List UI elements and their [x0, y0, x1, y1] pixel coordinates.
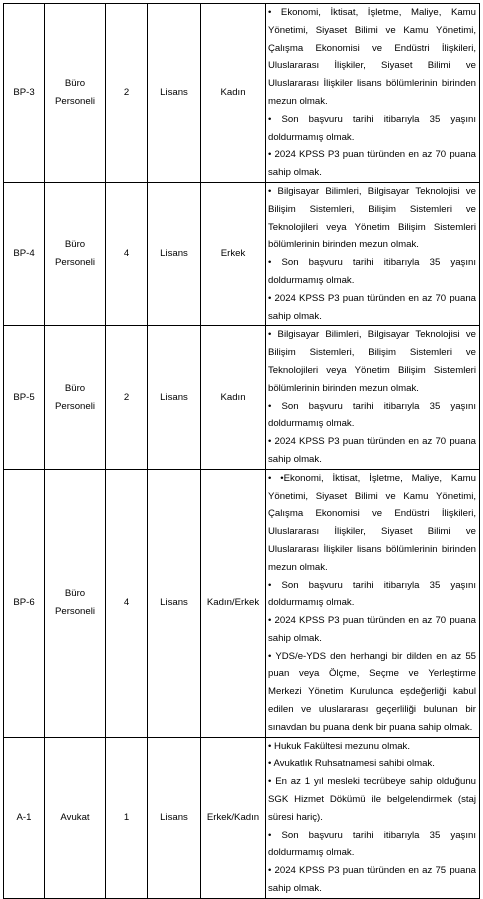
table-row [4, 182, 480, 325]
requirements [266, 326, 480, 469]
requirement-item: • 2024 KPSS P3 puan türünden en az 70 puana sahip olmak. [268, 149, 476, 179]
position-title: Büro Personeli [45, 4, 106, 183]
gender: Kadın [201, 326, 266, 469]
position-code: BP-3 [4, 4, 45, 183]
gender: Erkek [201, 182, 266, 325]
requirement-item: • 2024 KPSS P3 puan türünden en az 70 puana sahip olmak. [268, 615, 476, 644]
position-code: A-1 [4, 737, 45, 898]
requirement-item: • Ekonomi, İktisat, İşletme, Maliye, Kamu Yönetimi, Siyaset Bilimi ve Kamu Yönetimi, Çalışma Ekonomisi ve Endüstri İlişkileri, Uluslararası İlişkiler, Siyaset Bilimi ve Uluslararası İlişkiler lisans bölümlerinin birinden mezun olmak. [268, 7, 476, 107]
table-row [4, 737, 480, 898]
requirement-item: • Avukatlık Ruhsatnamesi sahibi olmak. [268, 758, 435, 770]
requirements [266, 4, 480, 183]
requirement-item: • 2024 KPSS P3 puan türünden en az 70 puana sahip olmak. [268, 436, 476, 465]
requirement-item: • Bilgisayar Bilimleri, Bilgisayar Teknolojisi ve Bilişim Sistemleri, Bilişim Sistemleri ve Teknolojileri veya Yönetim Bilişim Sistemleri bölümlerinin birinden mezun olmak. [268, 329, 476, 394]
requirement-item: • 2024 KPSS P3 puan türünden en az 75 puana sahip olmak. [268, 865, 476, 895]
gender: Erkek/Kadın [201, 737, 266, 898]
position-count: 4 [106, 469, 148, 737]
requirement-item: • Hukuk Fakültesi mezunu olmak. [268, 740, 410, 752]
job-positions-table [3, 3, 480, 899]
position-title: Büro Personeli [45, 182, 106, 325]
position-code: BP-4 [4, 182, 45, 325]
gender: Kadın/Erkek [201, 469, 266, 737]
requirement-item: • YDS/e-YDS den herhangi bir dilden en az 55 puan veya Ölçme, Seçme ve Yerleştirme Merkezi Yönetim Kurulunca eşdeğerliği kabul edilen ve uluslararası geçerliliği bulunan bir sınavdan bu puana denk bir puana sahip olmak. [268, 650, 476, 733]
position-code: BP-5 [4, 326, 45, 469]
position-count: 2 [106, 326, 148, 469]
gender: Kadın [201, 4, 266, 183]
education-level: Lisans [148, 182, 201, 325]
table-row [4, 469, 480, 737]
position-title: Büro Personeli [45, 469, 106, 737]
position-count: 2 [106, 4, 148, 183]
requirements [266, 469, 480, 737]
requirement-item: • Son başvuru tarihi itibarıyla 35 yaşını doldurmamış olmak. [268, 579, 476, 609]
requirement-item: • Son başvuru tarihi itibarıyla 35 yaşını doldurmamış olmak. [268, 257, 476, 286]
requirements [266, 737, 480, 898]
requirements [266, 182, 480, 325]
requirement-item: • Son başvuru tarihi itibarıyla 35 yaşını doldurmamış olmak. [268, 113, 476, 143]
position-title: Büro Personeli [45, 326, 106, 469]
position-code: BP-6 [4, 469, 45, 737]
requirement-item: • 2024 KPSS P3 puan türünden en az 70 puana sahip olmak. [268, 292, 476, 322]
position-count: 1 [106, 737, 148, 898]
education-level: Lisans [148, 469, 201, 737]
position-count: 4 [106, 182, 148, 325]
education-level: Lisans [148, 4, 201, 183]
education-level: Lisans [148, 737, 201, 898]
education-level: Lisans [148, 326, 201, 469]
requirement-item: • •Ekonomi, İktisat, İşletme, Maliye, Kamu Yönetimi, Siyaset Bilimi ve Kamu Yönetimi, Çalışma Ekonomisi ve Endüstri İlişkileri, Uluslararası İlişkiler, Siyaset Bilimi ve Uluslararası İlişkiler lisans bölümlerinin birinden mezun olmak. [268, 472, 476, 573]
table-row [4, 326, 480, 469]
position-title: Avukat [45, 737, 106, 898]
requirement-item: • En az 1 yıl mesleki tecrübeye sahip olduğunu SGK Hizmet Dökümü ile belgelendirmek (staj süresi hariç). [268, 776, 476, 823]
requirement-item: • Bilgisayar Bilimleri, Bilgisayar Teknolojisi ve Bilişim Sistemleri, Bilişim Sistemleri ve Teknolojileri veya Yönetim Bilişim Sistemleri bölümlerinin birinden mezun olmak. [268, 185, 476, 251]
table-row [4, 4, 480, 183]
requirement-item: • Son başvuru tarihi itibarıyla 35 yaşını doldurmamış olmak. [268, 829, 476, 859]
requirement-item: • Son başvuru tarihi itibarıyla 35 yaşını doldurmamış olmak. [268, 400, 476, 430]
